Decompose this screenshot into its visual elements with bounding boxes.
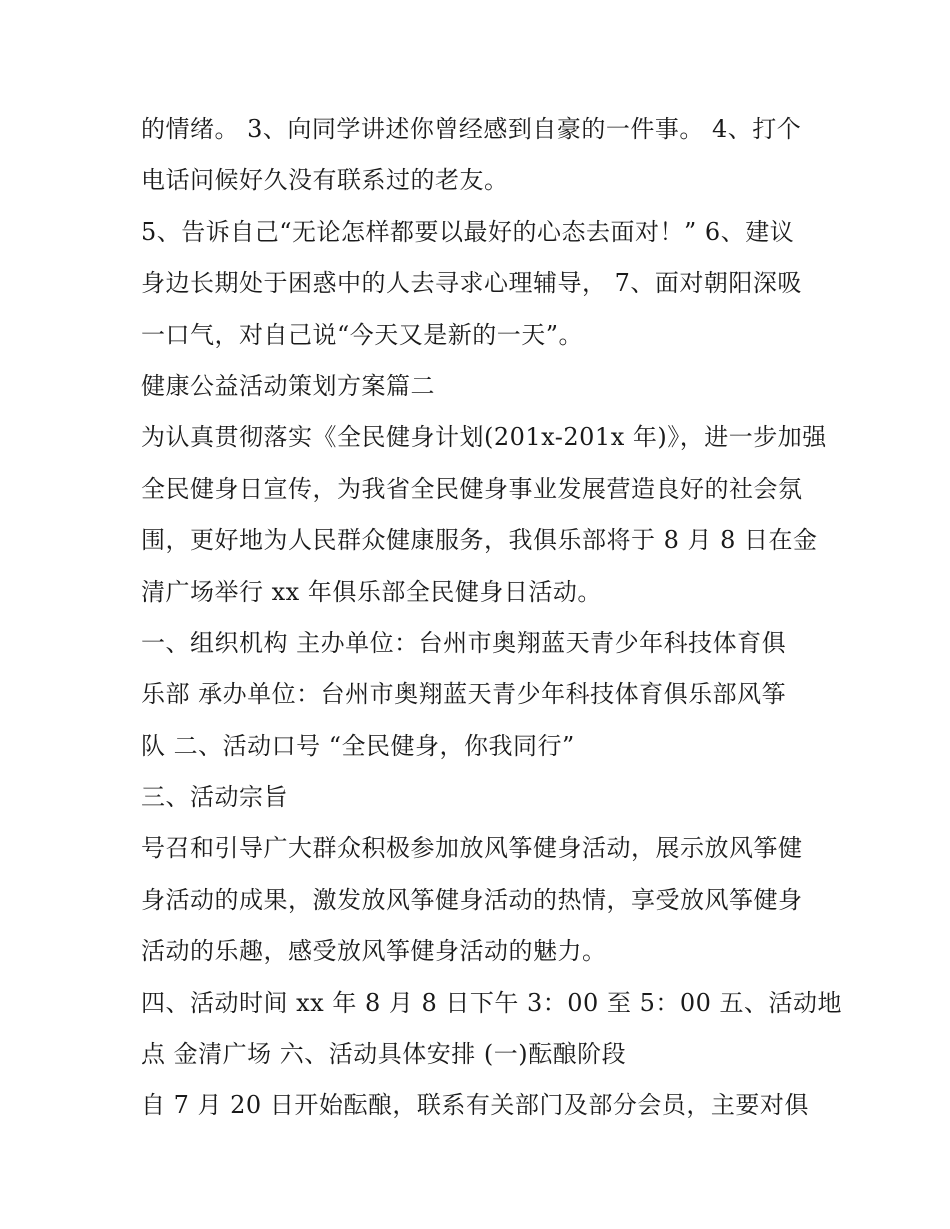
text-line: 队 二、活动口号 “全民健身，你我同行” (141, 731, 575, 760)
text-line: 自 7 月 20 日开始酝酿，联系有关部门及部分会员，主要对俱 (141, 1091, 809, 1120)
text-line: 一、组织机构 主办单位：台州市奥翔蓝天青少年科技体育俱 (141, 628, 787, 657)
text-line: 活动的乐趣，感受放风筝健身活动的魅力。 (141, 937, 607, 966)
text-line: 5、告诉自己“无论怎样都要以最好的心态去面对！” 6、建议 (141, 217, 795, 246)
section-heading: 健康公益活动策划方案篇二 (141, 371, 435, 400)
text-line: 身边长期处于困惑中的人去寻求心理辅导， 7、面对朝阳深吸 (141, 269, 802, 298)
text-line: 号召和引导广大群众积极参加放风筝健身活动，展示放风筝健 (141, 834, 803, 863)
text-line: 乐部 承办单位：台州市奥翔蓝天青少年科技体育俱乐部风筝 (141, 680, 787, 709)
text-line: 全民健身日宣传，为我省全民健身事业发展营造良好的社会氛 (141, 474, 803, 503)
text-line: 四、活动时间 xx 年 8 月 8 日下午 3：00 至 5：00 五、活动地 (141, 988, 843, 1017)
text-line: 点 金清广场 六、活动具体安排 (一)酝酿阶段 (141, 1040, 627, 1069)
text-line: 一口气，对自己说“今天又是新的一天”。 (141, 320, 584, 349)
text-line: 身活动的成果，激发放风筝健身活动的热情，享受放风筝健身 (141, 885, 803, 914)
text-line: 为认真贯彻落实《全民健身计划(201x-201x 年)》，进一步加强 (141, 423, 827, 452)
text-line: 电话问候好久没有联系过的老友。 (141, 166, 509, 195)
text-line: 的情绪。 3、向同学讲述你曾经感到自豪的一件事。 4、打个 (141, 115, 802, 143)
text-line: 围，更好地为人民群众健康服务，我俱乐部将于 8 月 8 日在金 (141, 526, 818, 555)
text-line: 清广场举行 xx 年俱乐部全民健身日活动。 (141, 577, 602, 606)
document-body (141, 104, 843, 1132)
section-heading: 三、活动宗旨 (141, 783, 288, 812)
